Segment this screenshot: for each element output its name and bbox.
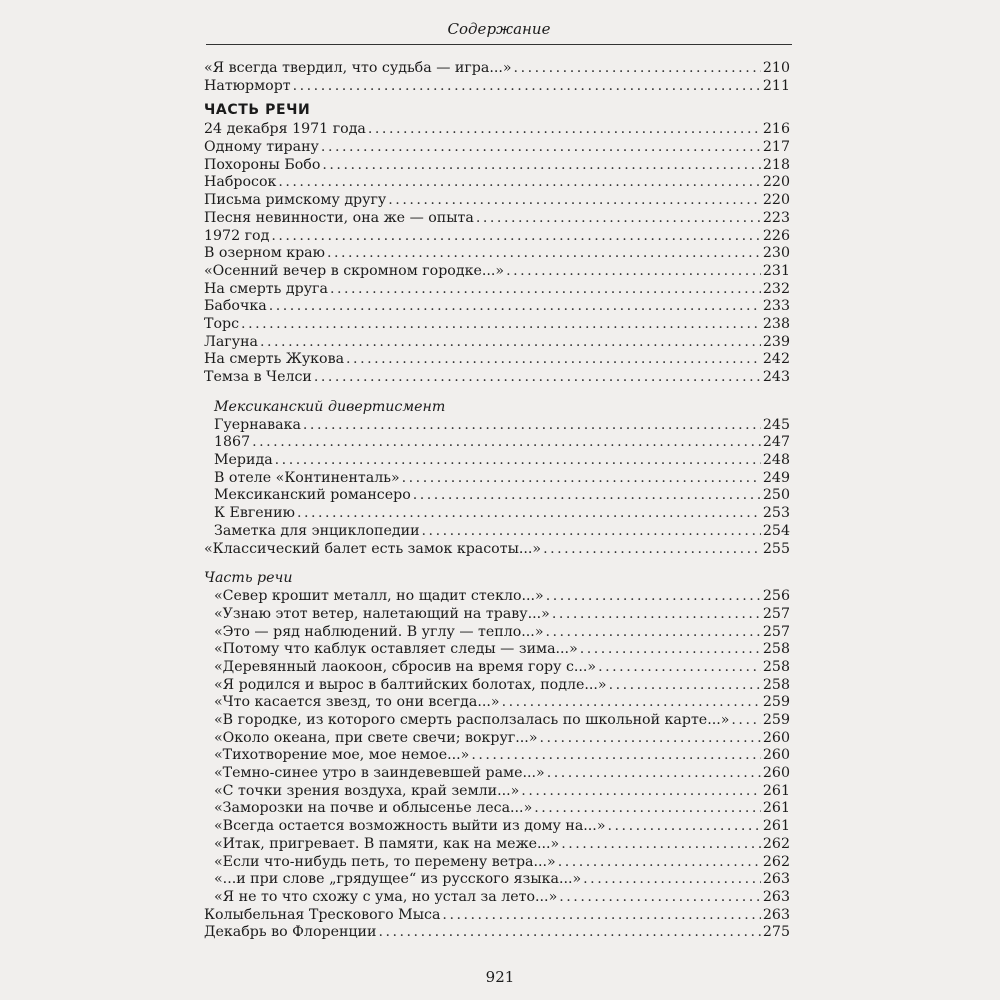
- toc-entry: [204, 730, 790, 748]
- toc-entry-title: Мерида: [214, 452, 273, 469]
- toc-entry: [204, 606, 790, 624]
- toc-entry: [204, 121, 790, 139]
- toc-entry-page: 223: [762, 209, 790, 226]
- toc-entry-page: 260: [762, 747, 790, 764]
- toc-entry-title: Гуернавака: [214, 416, 301, 433]
- toc-entry-page: 262: [762, 835, 790, 852]
- toc-entry-page: 263: [762, 906, 790, 923]
- leader-dots: [314, 369, 761, 387]
- leader-dots: [558, 854, 761, 872]
- toc-entry: [204, 747, 790, 765]
- toc-entry: [204, 298, 790, 316]
- toc-entry-page: 257: [762, 605, 790, 622]
- toc-entry: [204, 818, 790, 836]
- toc-entry: [204, 210, 790, 228]
- toc-entry-page: 242: [762, 351, 790, 368]
- toc-entry-page: 226: [762, 227, 790, 244]
- toc-entry: [204, 78, 790, 96]
- toc-entry: [204, 334, 790, 352]
- leader-dots: [502, 694, 761, 712]
- leader-dots: [546, 624, 761, 642]
- toc-entry-title: Набросок: [204, 174, 277, 191]
- toc-entry-page: 260: [762, 765, 790, 782]
- leader-dots: [521, 783, 761, 801]
- toc-entry-page: 220: [762, 192, 790, 209]
- toc-entry-page: 258: [762, 676, 790, 693]
- toc-entry-title: «Классический балет есть замок красоты...»: [204, 540, 542, 557]
- toc-entry: [204, 281, 790, 299]
- toc-entry-title: В озерном краю: [204, 245, 325, 262]
- toc-entry-title: Натюрморт: [204, 77, 291, 94]
- toc-entry: [204, 263, 790, 281]
- toc-entry-page: 257: [762, 623, 790, 640]
- toc-entry-page: 258: [762, 658, 790, 675]
- toc-entry: [204, 694, 790, 712]
- toc-entry: [204, 712, 790, 730]
- leader-dots: [476, 210, 761, 228]
- leader-dots: [402, 470, 761, 488]
- toc-entry-title: Похороны Бобо: [204, 156, 321, 173]
- leader-dots: [471, 747, 761, 765]
- leader-dots: [580, 641, 761, 659]
- toc-entry: [204, 523, 790, 541]
- toc-entry-page: 260: [762, 729, 790, 746]
- toc-entry-title: «Темно-синее утро в заиндевевшей раме...»: [214, 765, 545, 782]
- toc-entry-page: 259: [762, 694, 790, 711]
- toc-entry-page: 243: [762, 369, 790, 385]
- toc-entry-title: К Евгению: [214, 505, 295, 522]
- leader-dots: [540, 730, 761, 748]
- toc-entry-title: «Я родился и вырос в балтийских болотах, подле...»: [214, 676, 607, 693]
- toc-entry-title: Бабочка: [204, 298, 267, 315]
- leader-dots: [252, 434, 761, 452]
- toc-entry-page: 248: [762, 452, 790, 469]
- toc-entry-title: «Заморозки на почве и облысенье леса...»: [214, 800, 533, 817]
- toc-entry: [204, 369, 790, 387]
- subsection-heading-mexican: Мексиканский дивертисмент: [214, 398, 446, 415]
- toc-entry: [204, 907, 790, 925]
- leader-dots: [608, 818, 761, 836]
- toc-entry-title: 1972 год: [204, 227, 270, 244]
- mexican-entries: [204, 417, 790, 541]
- toc-entry: [204, 889, 790, 907]
- toc-entry: [204, 487, 790, 505]
- toc-entry: [204, 60, 790, 78]
- toc-entry-page: 220: [762, 174, 790, 191]
- toc-entry-page: 232: [762, 280, 790, 297]
- toc-entry-title: Темза в Челси: [204, 369, 312, 385]
- leader-dots: [271, 228, 761, 246]
- leader-dots: [297, 505, 761, 523]
- leader-dots: [321, 139, 761, 157]
- toc-entry-title: «Север крошит металл, но щадит стекло...»: [214, 588, 544, 605]
- chast-rechi-entries: [204, 588, 790, 906]
- toc-entry-page: 216: [762, 121, 790, 138]
- toc-entry-page: 250: [762, 487, 790, 504]
- toc-entry: [204, 192, 790, 210]
- toc-entry: [204, 854, 790, 872]
- toc-entry: [204, 174, 790, 192]
- leader-dots: [275, 452, 761, 470]
- page-number: 921: [485, 968, 515, 986]
- toc-entry-title: «Итак, пригревает. В памяти, как на меже...»: [214, 835, 560, 852]
- leader-dots: [559, 889, 761, 907]
- leader-dots: [506, 263, 761, 281]
- toc-entry-page: 233: [762, 298, 790, 315]
- toc-entry-page: 261: [762, 782, 790, 799]
- toc-entry-title: «Это — ряд наблюдений. В углу — тепло...»: [214, 623, 544, 640]
- leader-dots: [322, 157, 761, 175]
- toc-entry-title: «Я всегда твердил, что судьба — игра...»: [204, 60, 512, 76]
- toc-entry: [204, 641, 790, 659]
- toc-entry-title: «...и при слове „грядущее“ из русского языка...»: [214, 871, 582, 888]
- leader-dots: [346, 351, 761, 369]
- toc-entry-title: «Всегда остается возможность выйти из дому на...»: [214, 818, 606, 835]
- toc-entry-page: 255: [762, 540, 790, 557]
- toc-entry-page: 249: [762, 469, 790, 486]
- toc-entry-page: 256: [762, 588, 790, 605]
- toc-entry-page: 218: [762, 156, 790, 173]
- leader-dots: [609, 677, 761, 695]
- leader-dots: [269, 298, 761, 316]
- leader-dots: [368, 121, 761, 139]
- toc-entry: [204, 245, 790, 263]
- leader-dots: [327, 245, 761, 263]
- leader-dots: [731, 712, 761, 730]
- toc-entry-page: 217: [762, 139, 790, 156]
- toc-entry: [204, 505, 790, 523]
- toc-entry-page: 261: [762, 818, 790, 835]
- toc-entry: [204, 836, 790, 854]
- table-of-contents: [204, 60, 790, 942]
- toc-entry-title: «Я не то что схожу с ума, но устал за лето...»: [214, 888, 558, 905]
- leader-dots: [241, 316, 761, 334]
- toc-entry-title: «Тихотворение мое, мое немое...»: [214, 747, 470, 764]
- leader-dots: [422, 523, 761, 541]
- toc-entry-title: «Если что-нибудь петь, то перемену ветра...»: [214, 853, 556, 870]
- section-entries: [204, 121, 790, 386]
- toc-entry: [204, 351, 790, 369]
- leader-dots: [534, 800, 761, 818]
- leader-dots: [547, 765, 761, 783]
- toc-entry-title: Торс: [204, 315, 240, 332]
- top-entries: [204, 60, 790, 95]
- toc-entry: [204, 624, 790, 642]
- leader-dots: [260, 334, 761, 352]
- toc-entry-page: 245: [762, 416, 790, 433]
- leader-dots: [442, 907, 760, 925]
- toc-entry-page: 275: [762, 924, 790, 941]
- toc-entry: [204, 800, 790, 818]
- toc-entry: [204, 659, 790, 677]
- leader-dots: [543, 541, 761, 559]
- leader-dots: [303, 417, 761, 435]
- toc-entry: [204, 677, 790, 695]
- header-rule: [206, 44, 792, 45]
- toc-entry-page: 261: [762, 800, 790, 817]
- toc-entry-page: 210: [762, 60, 790, 76]
- toc-entry-title: Колыбельная Трескового Мыса: [204, 906, 441, 923]
- section-heading: ЧАСТЬ РЕЧИ: [204, 102, 311, 119]
- leader-dots: [413, 487, 761, 505]
- leader-dots: [330, 281, 761, 299]
- toc-entry: [204, 452, 790, 470]
- toc-entry: [204, 316, 790, 334]
- toc-entry-page: 238: [762, 315, 790, 332]
- toc-entry: [204, 139, 790, 157]
- leader-dots: [598, 659, 761, 677]
- toc-entry-title: Одному тирану: [204, 139, 319, 156]
- toc-entry: [204, 417, 790, 435]
- toc-entry-title: Письма римскому другу: [204, 192, 387, 209]
- running-head: Содержание: [447, 20, 551, 38]
- leader-dots: [388, 192, 761, 210]
- toc-entry-page: 262: [762, 853, 790, 870]
- toc-entry-title: «Деревянный лаокоон, сбросив на время гору с...»: [214, 658, 597, 675]
- toc-entry-title: Декабрь во Флоренции: [204, 924, 377, 941]
- toc-entry-page: 247: [762, 434, 790, 451]
- toc-entry-page: 253: [762, 505, 790, 522]
- toc-entry: [204, 924, 790, 942]
- leader-dots: [378, 924, 760, 942]
- toc-entry-title: «Около океана, при свете свечи; вокруг...»: [214, 729, 538, 746]
- toc-entry: [204, 541, 790, 559]
- toc-entry-title: Заметка для энциклопедии: [214, 522, 420, 539]
- leader-dots: [514, 60, 761, 78]
- leader-dots: [546, 588, 761, 606]
- toc-entry: [204, 783, 790, 801]
- toc-entry-title: Лагуна: [204, 333, 258, 350]
- toc-entry-title: «С точки зрения воздуха, край земли...»: [214, 782, 520, 799]
- leader-dots: [552, 606, 761, 624]
- final-entries: [204, 907, 790, 942]
- leader-dots: [561, 836, 761, 854]
- toc-entry-page: 211: [762, 77, 790, 94]
- toc-entry-title: На смерть Жукова: [204, 351, 345, 368]
- toc-entry-title: В отеле «Континенталь»: [214, 469, 400, 486]
- toc-entry-title: Мексиканский романсеро: [214, 487, 411, 504]
- toc-entry-title: «Осенний вечер в скромном городке...»: [204, 262, 505, 279]
- toc-entry: [204, 765, 790, 783]
- subsection-heading-chast-rechi: Часть речи: [204, 570, 293, 587]
- toc-entry-page: 254: [762, 522, 790, 539]
- toc-entry: [204, 588, 790, 606]
- toc-entry-title: Песня невинности, она же — опыта: [204, 209, 474, 226]
- toc-entry-title: На смерть друга: [204, 280, 328, 297]
- leader-dots: [293, 78, 761, 96]
- leader-dots: [278, 174, 761, 192]
- toc-entry: [204, 157, 790, 175]
- toc-entry-title: «Потому что каблук оставляет следы — зима...»: [214, 641, 578, 658]
- toc-entry-page: 258: [762, 641, 790, 658]
- toc-entry-page: 231: [762, 262, 790, 279]
- toc-entry-title: «Что касается звезд, то они всегда...»: [214, 694, 500, 711]
- toc-entry-title: 1867: [214, 434, 251, 451]
- toc-entry-page: 239: [762, 333, 790, 350]
- toc-entry-title: «Узнаю этот ветер, налетающий на траву...»: [214, 605, 550, 622]
- toc-entry-page: 259: [762, 712, 790, 728]
- toc-entry: [204, 871, 790, 889]
- toc-entry: [204, 434, 790, 452]
- leader-dots: [583, 871, 761, 889]
- toc-entry-page: 263: [762, 888, 790, 905]
- toc-entry-page: 230: [762, 245, 790, 262]
- toc-entry: [204, 228, 790, 246]
- toc-entry-title: «В городке, из которого смерть расползалась по школьной карте...»: [214, 712, 730, 728]
- toc-entry-page: 263: [762, 871, 790, 888]
- toc-entry: [204, 470, 790, 488]
- toc-entry-title: 24 декабря 1971 года: [204, 121, 366, 138]
